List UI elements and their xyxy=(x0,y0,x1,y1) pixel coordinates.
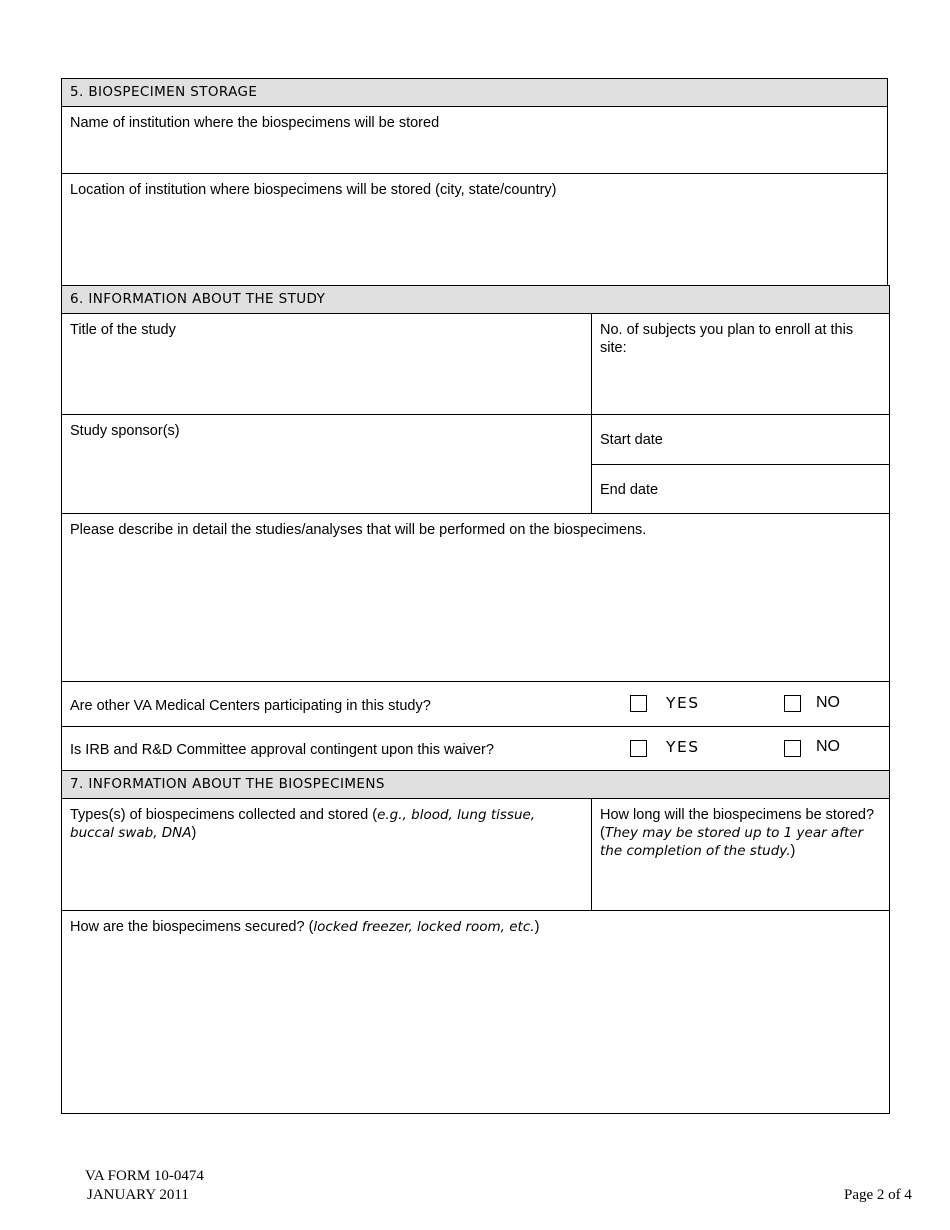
question-irb-label: Is IRB and R&D Committee approval contingent upon this waiver? xyxy=(70,742,494,758)
section-7-header: 7. INFORMATION ABOUT THE BIOSPECIMENS xyxy=(61,770,890,799)
types-label-prefix: Types(s) of biospecimens collected and stored ( xyxy=(70,807,378,823)
institution-location-field[interactable] xyxy=(61,173,888,286)
institution-name-field[interactable] xyxy=(61,106,888,174)
irb-yes-checkbox[interactable] xyxy=(630,740,647,757)
study-title-field[interactable] xyxy=(61,313,592,415)
subjects-count-field[interactable] xyxy=(591,313,890,415)
duration-label-prefix: How long will the biospecimens be stored? ( xyxy=(600,807,875,841)
form-number: VA FORM 10-0474 xyxy=(85,1168,204,1184)
biospecimen-types-field[interactable] xyxy=(61,798,592,911)
institution-location-label: Location of institution where biospecimens will be stored (city, state/country) xyxy=(70,182,557,198)
page-indicator: Page 2 of 4 xyxy=(844,1187,912,1203)
study-sponsor-label: Study sponsor(s) xyxy=(70,423,180,439)
study-title-label: Title of the study xyxy=(70,322,176,338)
types-label-examples: e.g., blood, lung tissue, buccal swab, DNA xyxy=(70,807,536,841)
institution-name-label: Name of institution where the biospecimens will be stored xyxy=(70,115,440,131)
irb-no-label: NO xyxy=(816,738,840,755)
question-row-irb xyxy=(61,726,890,771)
analyses-description-label: Please describe in detail the studies/analyses that will be performed on the biospecimens. xyxy=(70,522,647,538)
end-date-field[interactable] xyxy=(591,464,890,514)
storage-duration-field[interactable] xyxy=(591,798,890,911)
form-date: JANUARY 2011 xyxy=(87,1187,189,1203)
end-date-label: End date xyxy=(600,482,659,498)
irb-yes-label: YES xyxy=(666,738,700,756)
question-other-va-label: Are other VA Medical Centers participating in this study? xyxy=(70,698,431,714)
other-va-yes-label: YES xyxy=(666,694,700,712)
secured-label-examples: locked freezer, locked room, etc. xyxy=(313,919,535,935)
irb-no-checkbox[interactable] xyxy=(784,740,801,757)
other-va-yes-checkbox[interactable] xyxy=(630,695,647,712)
other-va-no-checkbox[interactable] xyxy=(784,695,801,712)
question-row-other-va xyxy=(61,681,890,727)
analyses-description-field[interactable] xyxy=(61,513,890,682)
secured-label-suffix: ) xyxy=(534,919,540,935)
start-date-label: Start date xyxy=(600,432,663,448)
start-date-field[interactable] xyxy=(591,414,890,465)
types-label-suffix: ) xyxy=(191,825,197,841)
duration-label-note: They may be stored up to 1 year after the completion of the study. xyxy=(600,825,864,859)
duration-label-suffix: ) xyxy=(790,843,796,859)
secured-label-prefix: How are the biospecimens secured? ( xyxy=(70,919,314,935)
subjects-count-label: No. of subjects you plan to enroll at this site: xyxy=(600,322,854,356)
section-5-header: 5. BIOSPECIMEN STORAGE xyxy=(61,78,888,107)
other-va-no-label: NO xyxy=(816,694,840,711)
study-sponsor-field[interactable] xyxy=(61,414,592,514)
security-description-field[interactable] xyxy=(61,910,890,1114)
section-6-header: 6. INFORMATION ABOUT THE STUDY xyxy=(61,285,890,314)
